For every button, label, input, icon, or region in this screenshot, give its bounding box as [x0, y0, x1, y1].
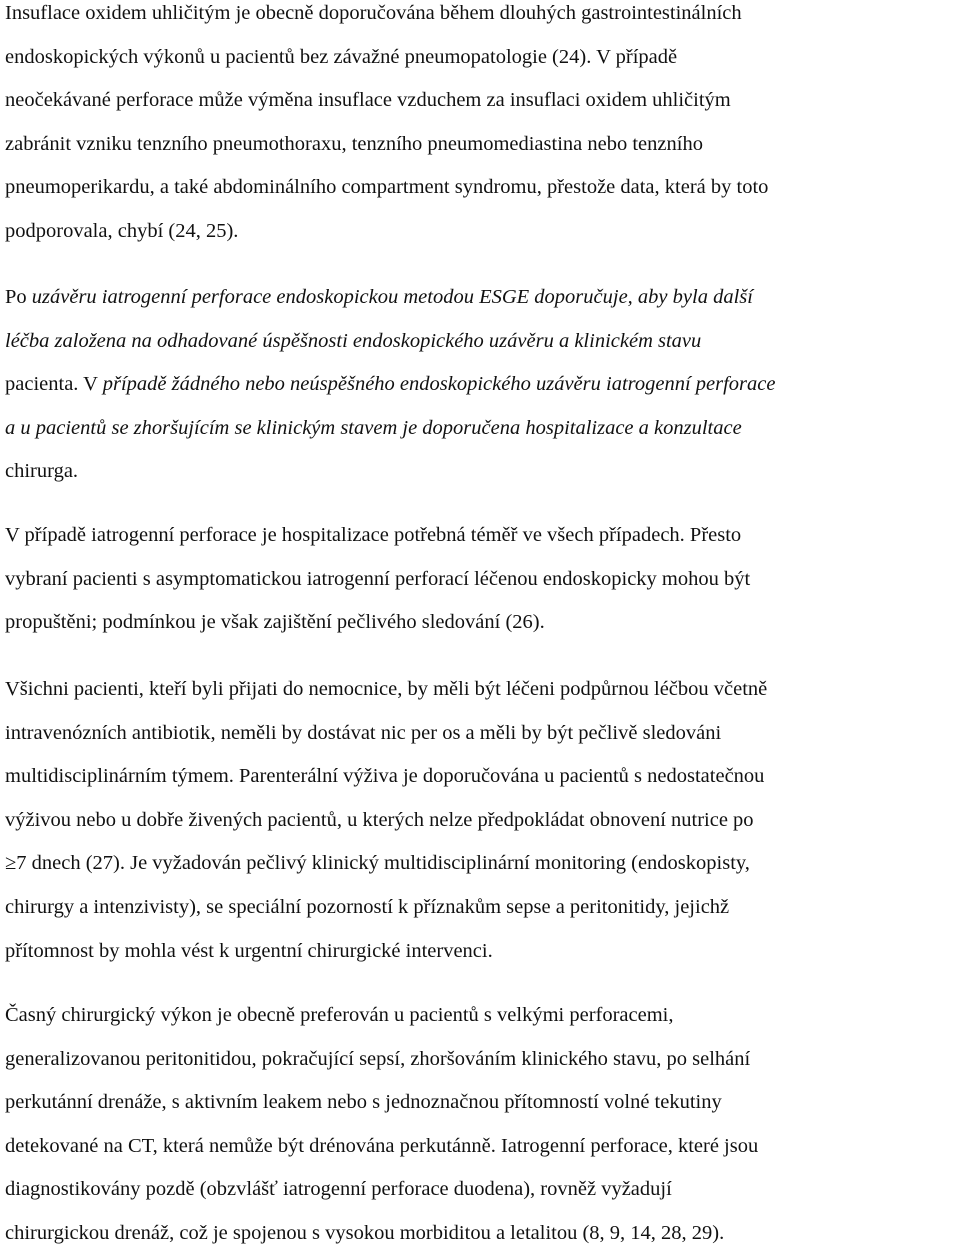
text-segment: Po — [5, 286, 32, 308]
text-line — [5, 1089, 722, 1115]
text-line — [5, 44, 677, 70]
text-line — [5, 131, 703, 157]
text-segment: detekované na CT, která nemůže být drénována perkutánně. Iatrogenní perforace, které jsou — [5, 1134, 759, 1157]
text-segment: pneumoperikardu, a také abdominálního compartment syndromu, přestože data, která by toto — [5, 176, 769, 199]
text-line — [5, 174, 768, 200]
text-line — [5, 371, 775, 397]
text-line — [5, 938, 493, 964]
text-line — [5, 284, 753, 310]
text-line — [5, 609, 545, 635]
text-segment: chirurgickou drenáž, což je spojenou s vysokou morbiditou a letalitou (8, 9, 14, 28, 29). — [5, 1222, 725, 1244]
text-segment: V případě iatrogenní perforace je hospitalizace potřebná téměř ve všech případech. Přesto — [5, 524, 742, 546]
text-segment: podporovala, chybí (24, 25). — [5, 220, 239, 242]
text-line — [5, 566, 750, 592]
text-line — [5, 218, 238, 244]
text-segment: chirurga. — [5, 460, 79, 483]
text-line — [5, 328, 701, 354]
text-segment: chirurgy a intenzivisty), se speciální pozorností k příznakům sepse a peritonitidy, jejichž — [5, 896, 730, 918]
text-line — [5, 1133, 758, 1159]
text-segment: endoskopických výkonů u pacientů bez závažné pneumopatologie (24). V případě — [5, 45, 678, 68]
text-line — [5, 1220, 724, 1246]
text-segment: ≥7 dnech (27). Je vyžadován pečlivý klinický multidisciplinární monitoring (endoskopisty, — [5, 852, 750, 875]
text-line — [5, 807, 754, 833]
text-segment: neočekávané perforace může výměna insuflace vzduchem za insuflaci oxidem uhličitým — [5, 89, 731, 112]
text-line — [5, 458, 78, 484]
text-segment: diagnostikovány pozdě (obzvlášť iatrogenní perforace duodena), rovněž vyžadují — [5, 1178, 672, 1201]
text-segment: perkutánní drenáže, s aktivním leakem nebo s jednoznačnou přítomností volné tekutiny — [5, 1091, 722, 1114]
text-segment: generalizovanou peritonitidou, pokračující sepsí, zhoršováním klinického stavu, po selhání — [5, 1047, 751, 1070]
text-segment: intravenózních antibiotik, neměli by dostávat nic per os a měli by být pečlivě sledováni — [5, 721, 722, 744]
italic-text-segment: uzávěru iatrogenní perforace endoskopickou metodou ESGE doporučuje, aby byla další — [31, 286, 753, 308]
text-line — [5, 1002, 673, 1028]
text-line — [5, 415, 742, 441]
text-line — [5, 763, 764, 789]
text-line — [5, 87, 731, 113]
text-segment: pacienta. V — [5, 373, 103, 396]
text-segment: Insuflace oxidem uhličitým je obecně doporučována během dlouhých gastrointestinálních — [5, 2, 742, 24]
text-line — [5, 676, 767, 702]
text-line — [5, 720, 721, 746]
italic-text-segment: případě žádného nebo neúspěšného endoskopického uzávěru iatrogenní perforace — [102, 373, 776, 396]
text-line — [5, 850, 750, 876]
italic-text-segment: léčba založena na odhadované úspěšnosti endoskopického uzávěru a klinickém stavu — [5, 329, 702, 352]
text-segment: multidisciplinárním týmem. Parenterální výživa je doporučována u pacientů s nedostatečnou — [5, 765, 765, 788]
text-segment: Všichni pacienti, kteří byli přijati do nemocnice, by měli být léčeni podpůrnou léčbou včetně — [5, 678, 768, 700]
text-line — [5, 522, 741, 548]
italic-text-segment: a u pacientů se zhoršujícím se klinickým stavem je doporučena hospitalizace a konzultace — [5, 416, 742, 439]
text-segment: propuštěni; podmínkou je však zajištění pečlivého sledování (26). — [5, 611, 545, 634]
text-segment: Časný chirurgický výkon je obecně preferován u pacientů s velkými perforacemi, — [5, 1004, 674, 1026]
text-segment: přítomnost by mohla vést k urgentní chirurgické intervenci. — [5, 939, 493, 962]
text-segment: výživou nebo u dobře živených pacientů, u kterých nelze předpokládat obnovení nutrice po — [5, 808, 754, 831]
text-segment: zabránit vzniku tenzního pneumothoraxu, tenzního pneumomediastina nebo tenzního — [5, 132, 703, 155]
text-line — [5, 0, 742, 26]
text-line — [5, 1046, 750, 1072]
text-segment: vybraní pacienti s asymptomatickou iatrogenní perforací léčenou endoskopicky mohou být — [5, 567, 751, 590]
text-line — [5, 1176, 672, 1202]
text-line — [5, 894, 729, 920]
